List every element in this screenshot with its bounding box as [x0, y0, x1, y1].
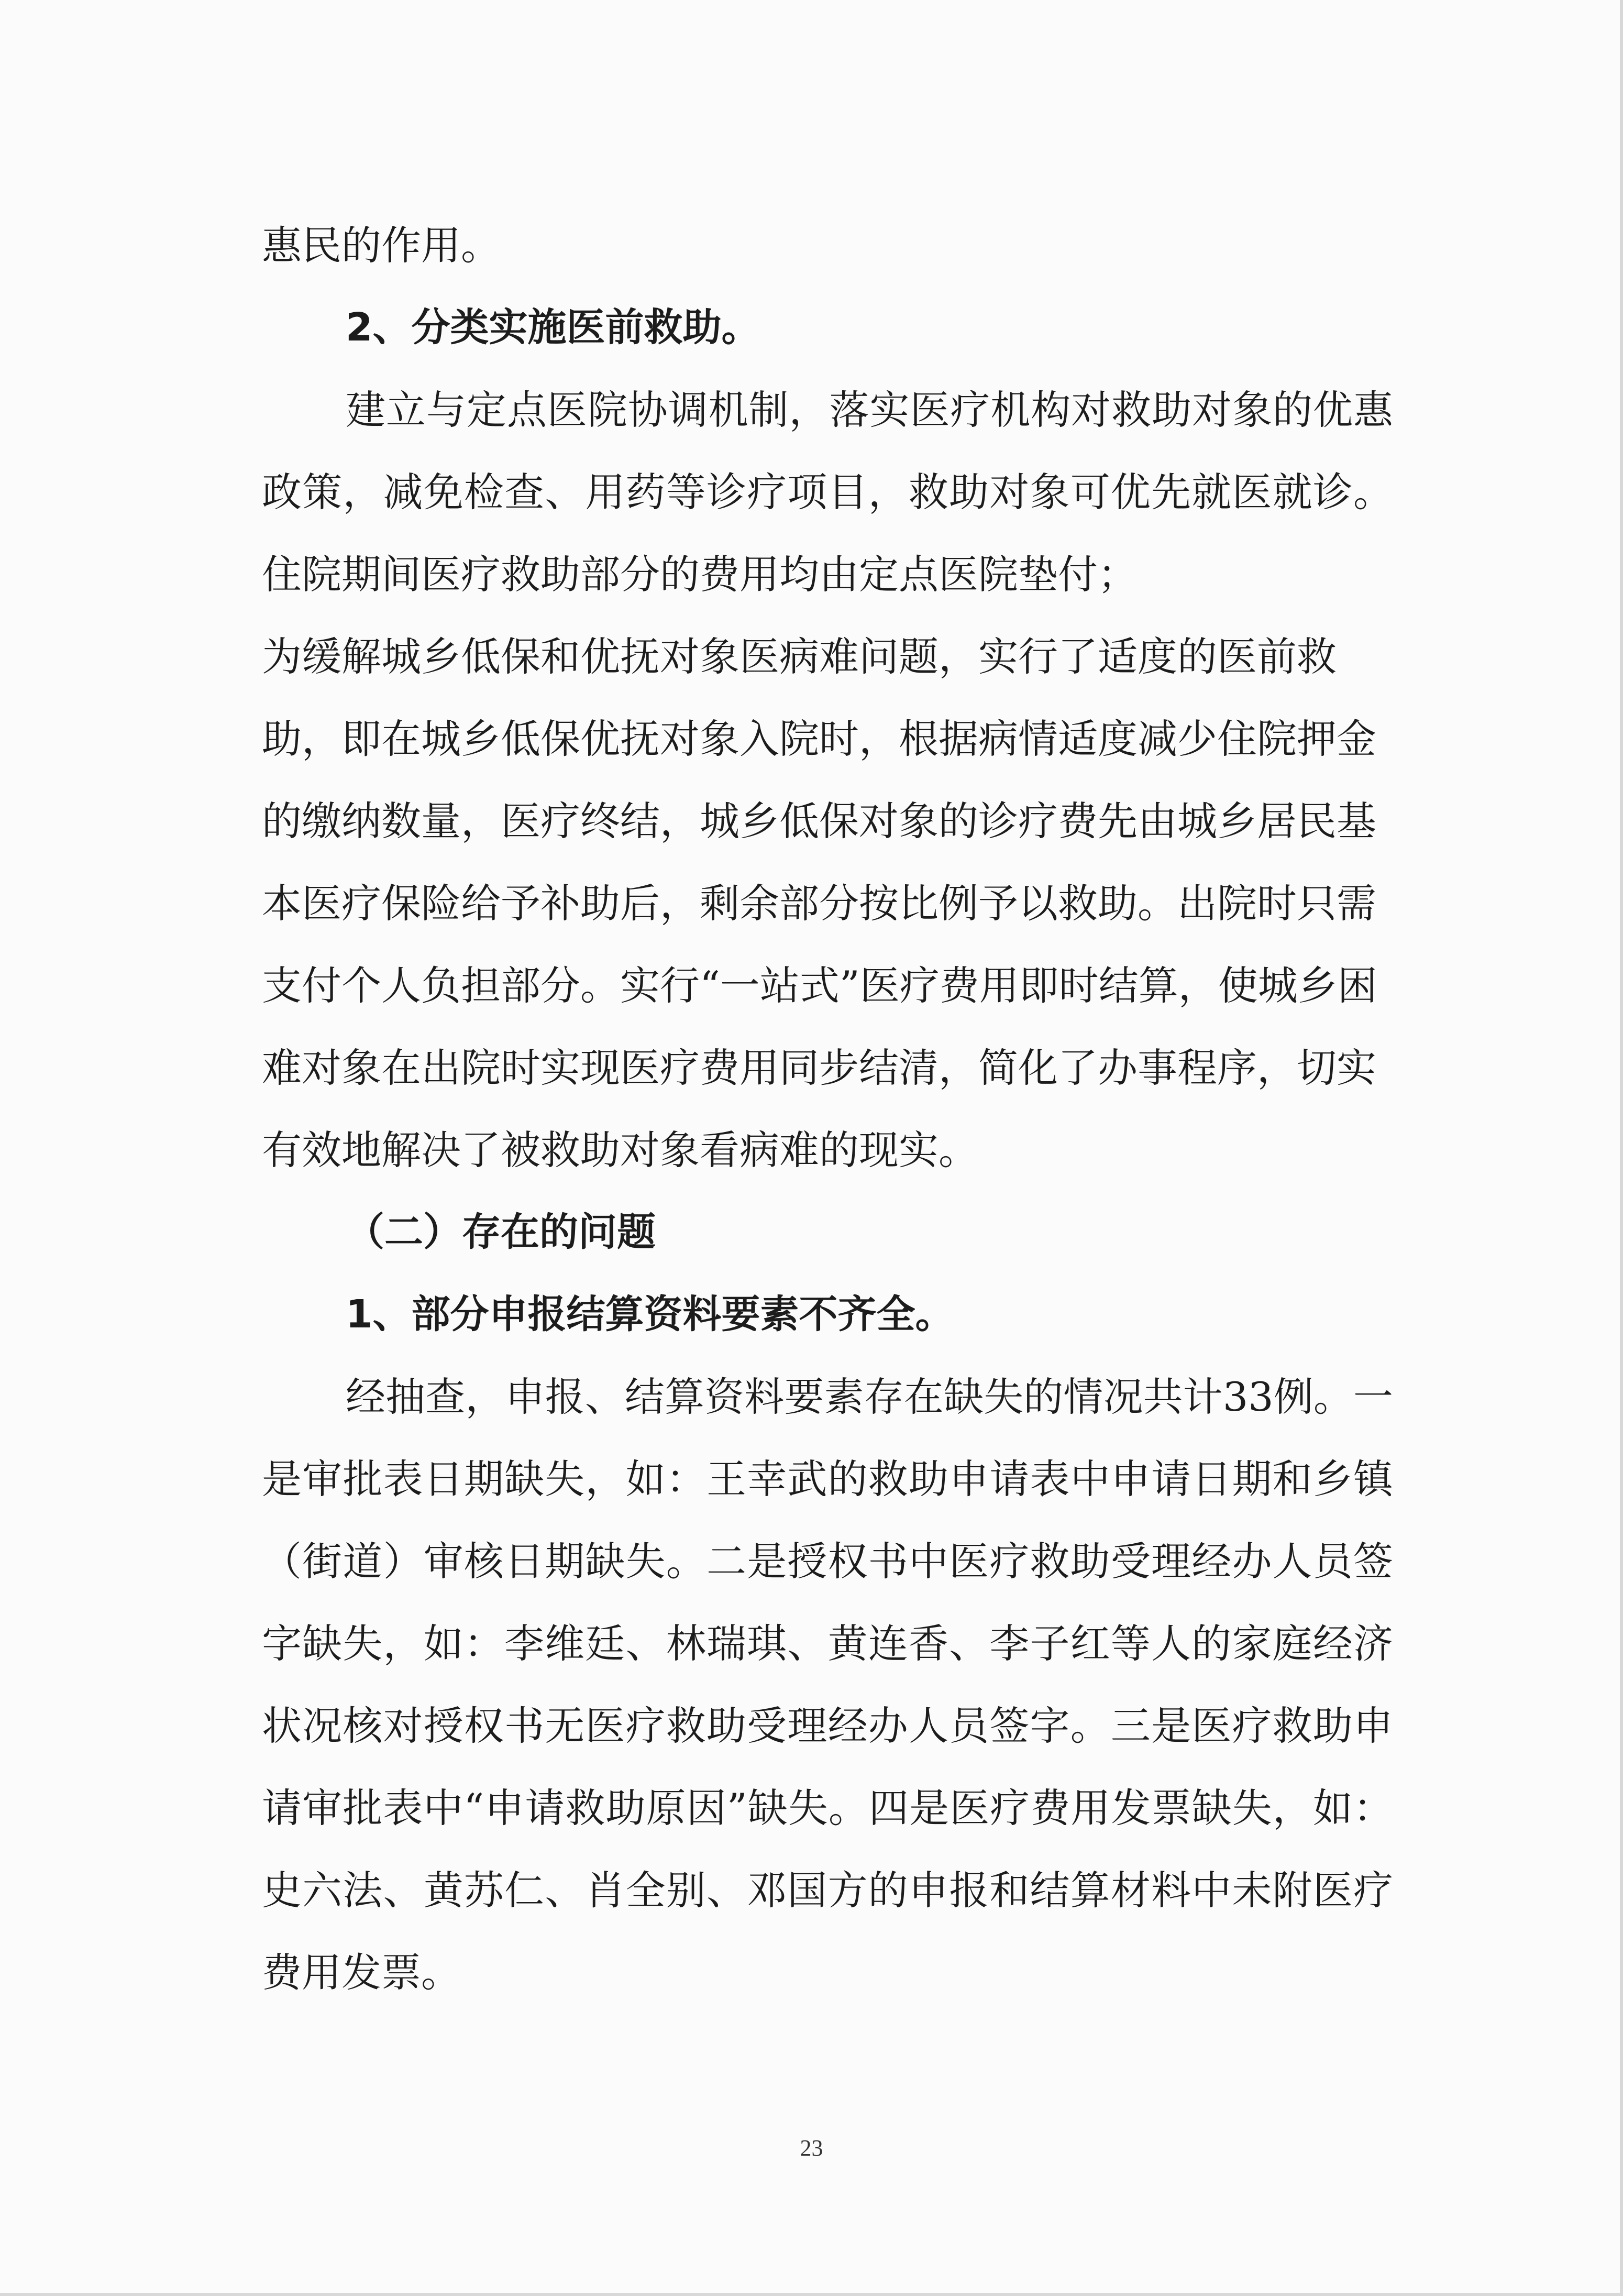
page-number: 23: [800, 2135, 823, 2161]
section-heading-2: 2、分类实施医前救助。: [346, 305, 760, 350]
paragraph-body: 建立与定点医院协调机制，落实医疗机构对救助对象的优惠政策，减免检查、用药等诊疗项目，救助对象可优先就医就诊。住院期间医疗救助部分的费用均由定点医院垫付；: [262, 387, 1393, 598]
paragraph-continuation: 惠民的作用。: [262, 222, 501, 269]
document-body: [262, 204, 1393, 2014]
section-heading-1: 1、部分申报结算资料要素不齐全。: [346, 1292, 954, 1337]
paragraph-continuation: 为缓解城乡低保和优抚对象医病难问题，实行了适度的医前救助，即在城乡低保优抚对象入院时，根据病情适度减少住院押金的缴纳数量，医疗终结，城乡低保对象的诊疗费先由城乡居民基本医疗保险给予补助后，剩余部分按比例予以救助。出院时只需支付个人负担部分。实行“一站式”医疗费用即时结算，使城乡困难对象在出院时实现医疗费用同步结清，简化了办事程序，切实有效地解决了被救助对象看病难的现实。: [262, 633, 1377, 1173]
paragraph-body: 经抽查，申报、结算资料要素存在缺失的情况共计33例。一是审批表日期缺失，如：王幸武的救助申请表中申请日期和乡镇（街道）审核日期缺失。二是授权书中医疗救助受理经办人员签字缺失，如：李维廷、林瑞琪、黄连香、李子红等人的家庭经济状况核对授权书无医疗救助受理经办人员签字。三是医疗救助申请审批表中“申请救助原因”缺失。四是医疗费用发票缺失，如：史六法、黄苏仁、肖全别、邓国方的申报和结算材料中未附医疗费用发票。: [262, 1374, 1393, 1996]
section-heading-problems: （二）存在的问题: [346, 1210, 656, 1255]
